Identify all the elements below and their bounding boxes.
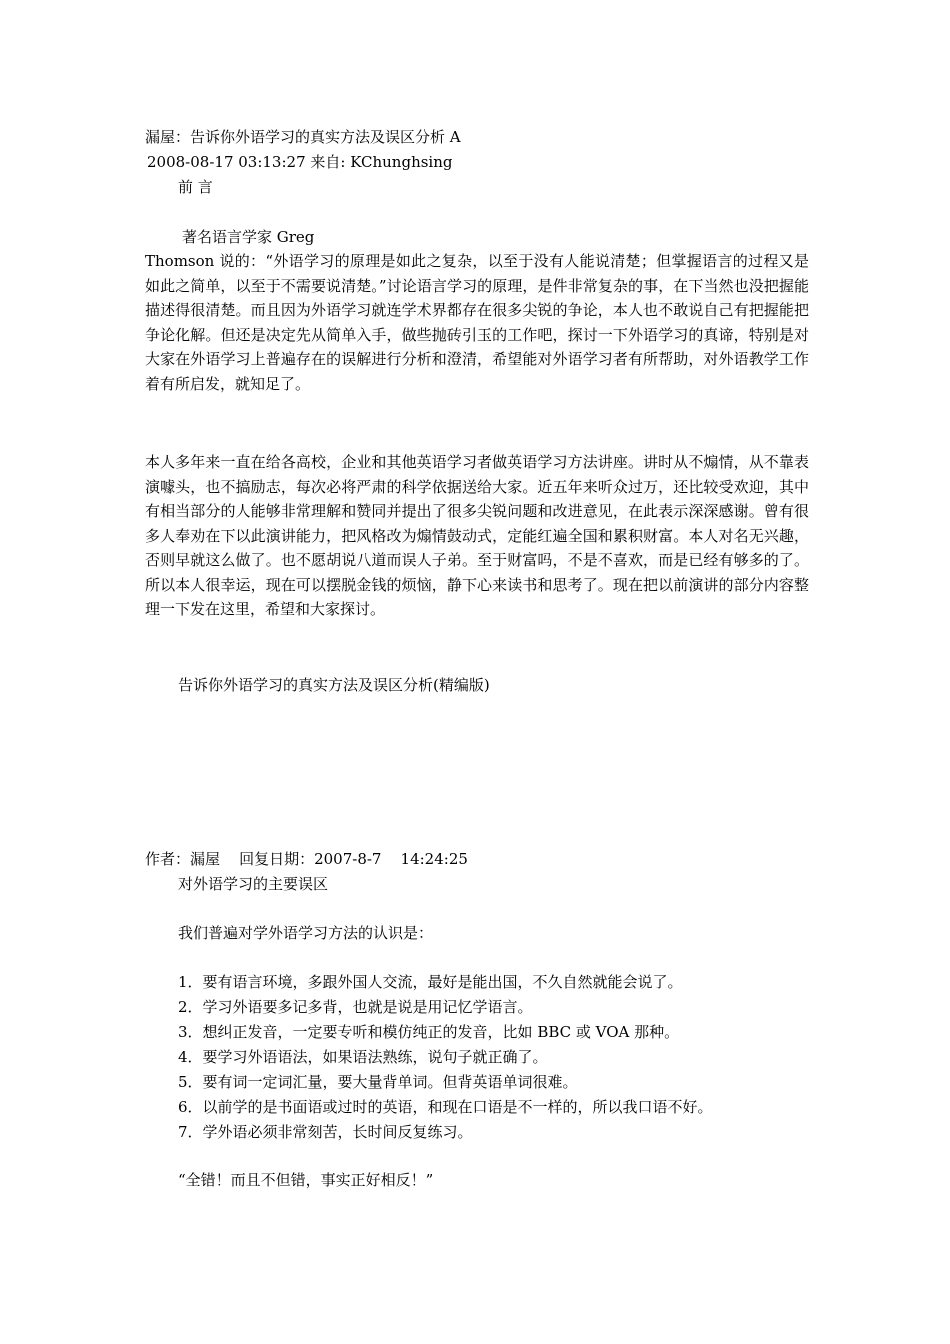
list-item: 4．要学习外语语法，如果语法熟练，说句子就正确了。 xyxy=(178,1048,548,1066)
document-title: 漏屋：告诉你外语学习的真实方法及误区分析 A xyxy=(145,128,461,146)
intro-paragraph: Thomson 说的：“外语学习的原理是如此之复杂，以至于没有人能说清楚；但掌握语言的过程又是如此之简单，以至于不需要说清楚。”讨论语言学习的原理，是件非常复杂的事，在下当然也没把握能描述得很清楚。而且因为外语学习就连学术界都存在很多尖锐的争论，本人也不敢说自己有把握能把争论化解。但还是决定先从简单入手，做些抛砖引玉的工作吧，探讨一下外语学习的真谛，特别是对大家在外语学习上普遍存在的误解进行分析和澄清，希望能对外语学习者有所帮助，对外语教学工作着有所启发，就知足了。 xyxy=(145,252,809,393)
about-paragraph: 本人多年来一直在给各高校，企业和其他英语学习者做英语学习方法讲座。讲时从不煽情，从不靠表演噱头，也不搞励志，每次必将严肃的科学依据送给大家。近五年来听众过万，还比较受欢迎，其中有相当部分的人能够非常理解和赞同并提出了很多尖锐问题和改进意见，在此表示深深感谢。曾有很多人奉劝在下以此演讲能力，把风格改为煽情鼓动式，定能红遍全国和累积财富。本人对名无兴趣，否则早就这么做了。也不愿胡说八道而误人子弟。至于财富吗，不是不喜欢，而是已经有够多的了。所以本人很幸运，现在可以摆脱金钱的烦恼，静下心来读书和思考了。现在把以前演讲的部分内容整理一下发在这里，希望和大家探讨。 xyxy=(145,453,809,618)
misconception-list xyxy=(178,970,713,1145)
reply-meta: 作者：漏屋 回复日期：2007-8-7 14:24:25 xyxy=(145,850,468,868)
closing-quote: “全错！而且不但错，事实正好相反！” xyxy=(178,1171,434,1189)
section-title: 告诉你外语学习的真实方法及误区分析(精编版) xyxy=(178,676,490,694)
preface-heading: 前 言 xyxy=(178,178,213,196)
list-item: 1．要有语言环境，多跟外国人交流，最好是能出国，不久自然就能会说了。 xyxy=(178,973,683,991)
reply-lead: 我们普遍对学外语学习方法的认识是： xyxy=(178,924,434,942)
intro-lead: 著名语言学家 Greg xyxy=(182,228,315,246)
reply-heading: 对外语学习的主要误区 xyxy=(178,875,329,893)
list-item: 7．学外语必须非常刻苦，长时间反复练习。 xyxy=(178,1123,473,1141)
list-item: 6．以前学的是书面语或过时的英语，和现在口语是不一样的，所以我口语不好。 xyxy=(178,1098,713,1116)
list-item: 2．学习外语要多记多背，也就是说是用记忆学语言。 xyxy=(178,998,533,1016)
post-meta: 2008-08-17 03:13:27 来自: KChunghsing xyxy=(147,153,453,171)
list-item: 5．要有词一定词汇量，要大量背单词。但背英语单词很难。 xyxy=(178,1073,578,1091)
list-item: 3．想纠正发音，一定要专听和模仿纯正的发音，比如 BBC 或 VOA 那种。 xyxy=(178,1023,680,1041)
